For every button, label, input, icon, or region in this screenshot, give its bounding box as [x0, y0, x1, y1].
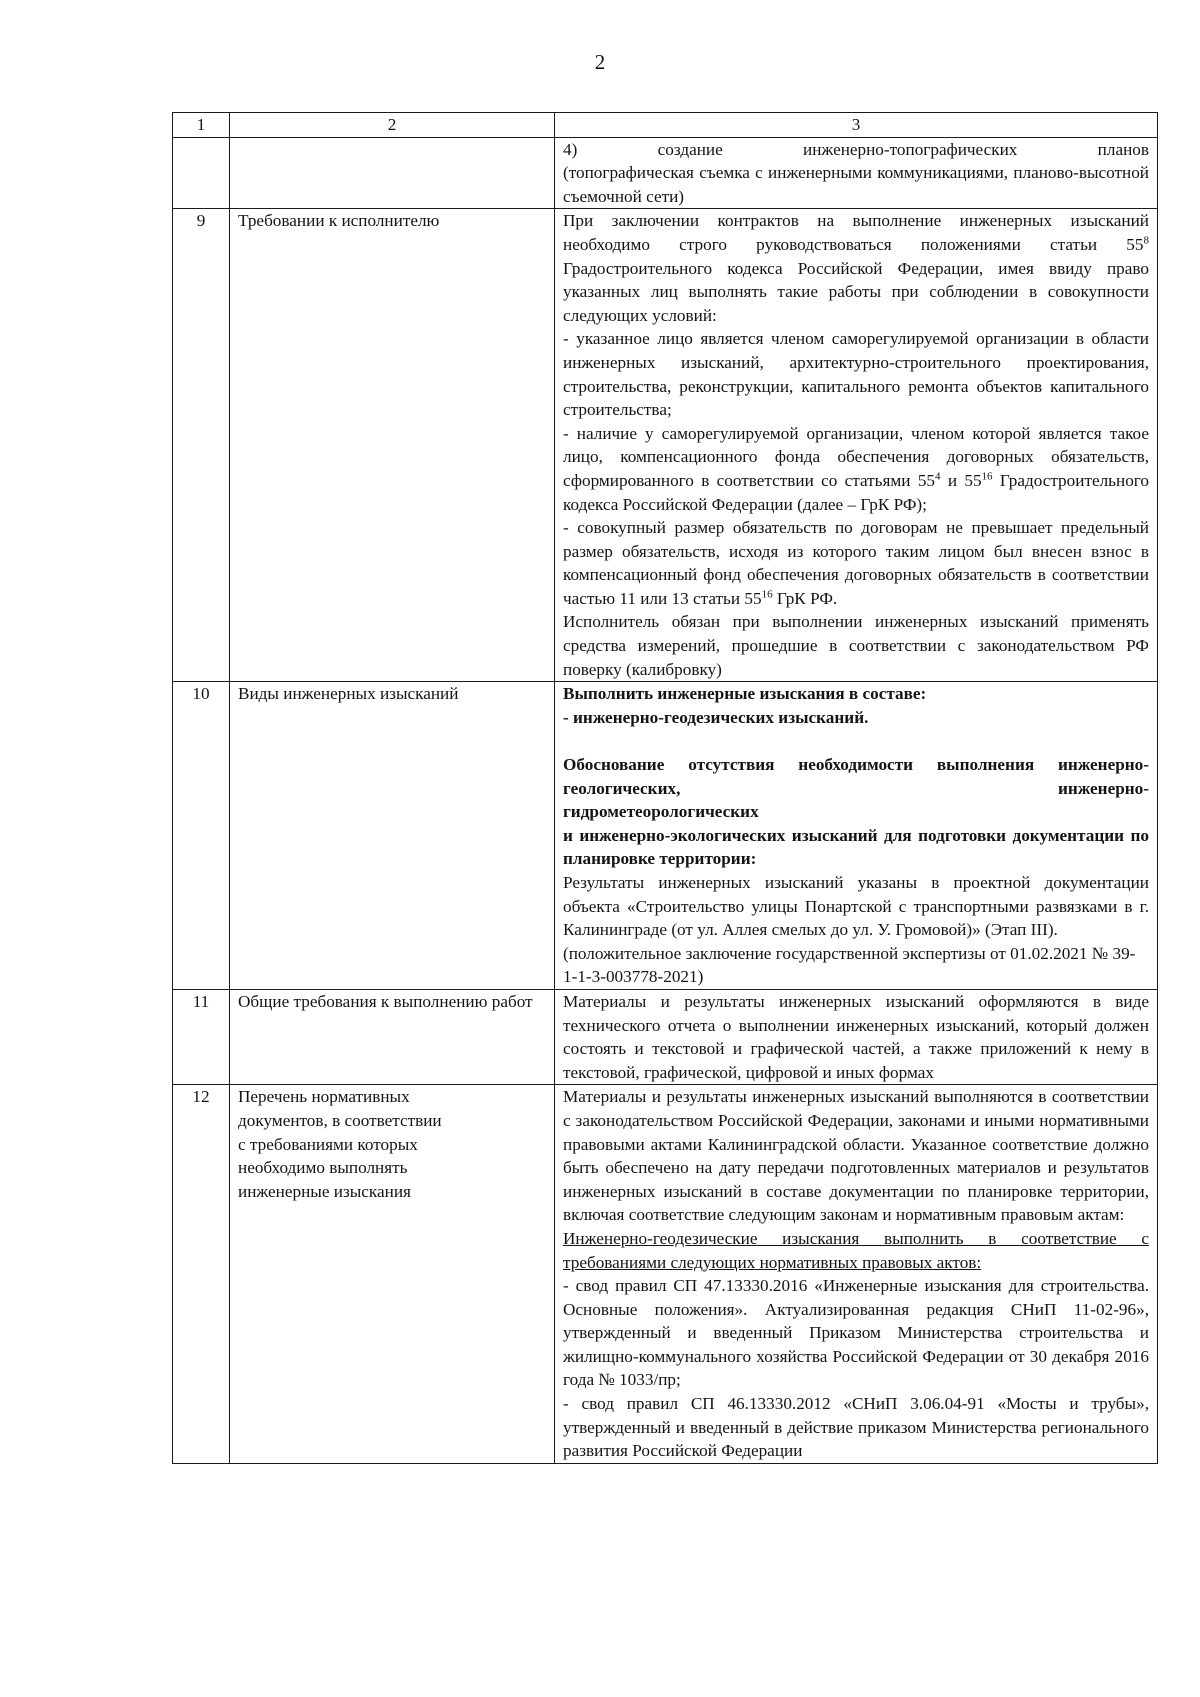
requirements-table: [172, 112, 1158, 1464]
page-number: 2: [594, 50, 606, 74]
table-row-12: [173, 1085, 1158, 1464]
header-col-2: 2: [230, 113, 555, 138]
continuation-text: 4) создание инженерно-топографических планов (топографическая съемка с инженерными коммуникациями, планово-высотной съемочной сети): [555, 137, 1158, 209]
row-content: При заключении контрактов на выполнение инженерных изысканий необходимо строго руководствоваться положениями статьи $55^8$ Градостроительного кодекса Российской Федерации, имея ввиду право указанных лиц выполнять такие работы при соблюдении в совокупности следующих условий: - указанное лицо является членом саморегулируемой организации в области инженерных изысканий, архитектурно-строительного проектирования, строительства, реконструкции, капитального ремонта объектов капитального строительства; - наличие у саморегулируемой организации, членом которой является такое лицо, компенсационного фонда обеспечения договорных обязательств, сформированного в соответствии со статьями $55^4$ и $55^{16}$ Градостроительного кодекса Российской Федерации (далее – ГрК РФ); - совокупный размер обязательств по договорам не превышает предельный размер обязательств, исходя из которого таким лицом был внесен взнос в компенсационный фонд обеспечения договорных обязательств в соответствии частью 11 или 13 статьи $55^{16}$ ГрК РФ. Исполнитель обязан при выполнении инженерных изысканий применять средства измерений, прошедшие в соответствии с законодательством РФ поверку (калибровку): [555, 209, 1158, 682]
row-number: 11: [173, 989, 230, 1084]
header-col-1: 1: [173, 113, 230, 138]
row-content: Выполнить инженерные изыскания в составе: - инженерно-геодезических изысканий. Обоснование отсутствия необходимости выполнения инженерно-геологических, инженерно- гидрометеорологических и инженерно-экологических изысканий для подготовки документации по планировке территории: Результаты инженерных изысканий указаны в проектной документации объекта «Строительство улицы Понартской с транспортными развязками в г. Калининграде (от ул. Аллея смелых до ул. У. Громовой)» (Этап III). (положительное заключение государственной экспертизы от 01.02.2021 № 39-1-1-3-003778-2021): [555, 682, 1158, 990]
row-content: Материалы и результаты инженерных изысканий оформляются в виде технического отчета о выполнении инженерных изысканий, который должен состоять и текстовой и графической частей, а также приложений к нему в текстовой, графической, цифровой и иных формах: [555, 989, 1158, 1084]
table-header-row: [173, 113, 1158, 138]
header-col-3: 3: [555, 113, 1158, 138]
row-title: Требовании к исполнителю: [230, 209, 555, 682]
row-number: 9: [173, 209, 230, 682]
table-row-11: [173, 989, 1158, 1084]
row-content: Материалы и результаты инженерных изысканий выполняются в соответствии с законодательством Российской Федерации, законами и иными нормативными правовыми актами Калининградской области. Указанное соответствие должно быть обеспечено на дату передачи подготовленных материалов и результатов инженерных изысканий в составе документации по планировке территории, включая соответствие следующим законам и нормативным правовым актам: Инженерно-геодезические изыскания выполнить в соответствие с требованиями следующих нормативных правовых актов: - свод правил СП 47.13330.2016 «Инженерные изыскания для строительства. Основные положения». Актуализированная редакция СНиП 11-02-96», утвержденный и введенный Приказом Министерства строительства и жилищно-коммунального хозяйства Российской Федерации от 30 декабря 2016 года № 1033/пр; - свод правил СП 46.13330.2012 «СНиП 3.06.04-91 «Мосты и трубы», утвержденный и введенный в действие приказом Министерства регионального развития Российской Федерации: [555, 1085, 1158, 1464]
row-title: Общие требования к выполнению работ: [230, 989, 555, 1084]
table-row-10: [173, 682, 1158, 990]
table-row-9: [173, 209, 1158, 682]
row-number: 12: [173, 1085, 230, 1464]
row-title: Перечень нормативных документов, в соответствии с требованиями которых необходимо выполнять инженерные изыскания: [230, 1085, 555, 1464]
row-number: 10: [173, 682, 230, 990]
table-row-continuation: [173, 137, 1158, 209]
row-title: Виды инженерных изысканий: [230, 682, 555, 990]
